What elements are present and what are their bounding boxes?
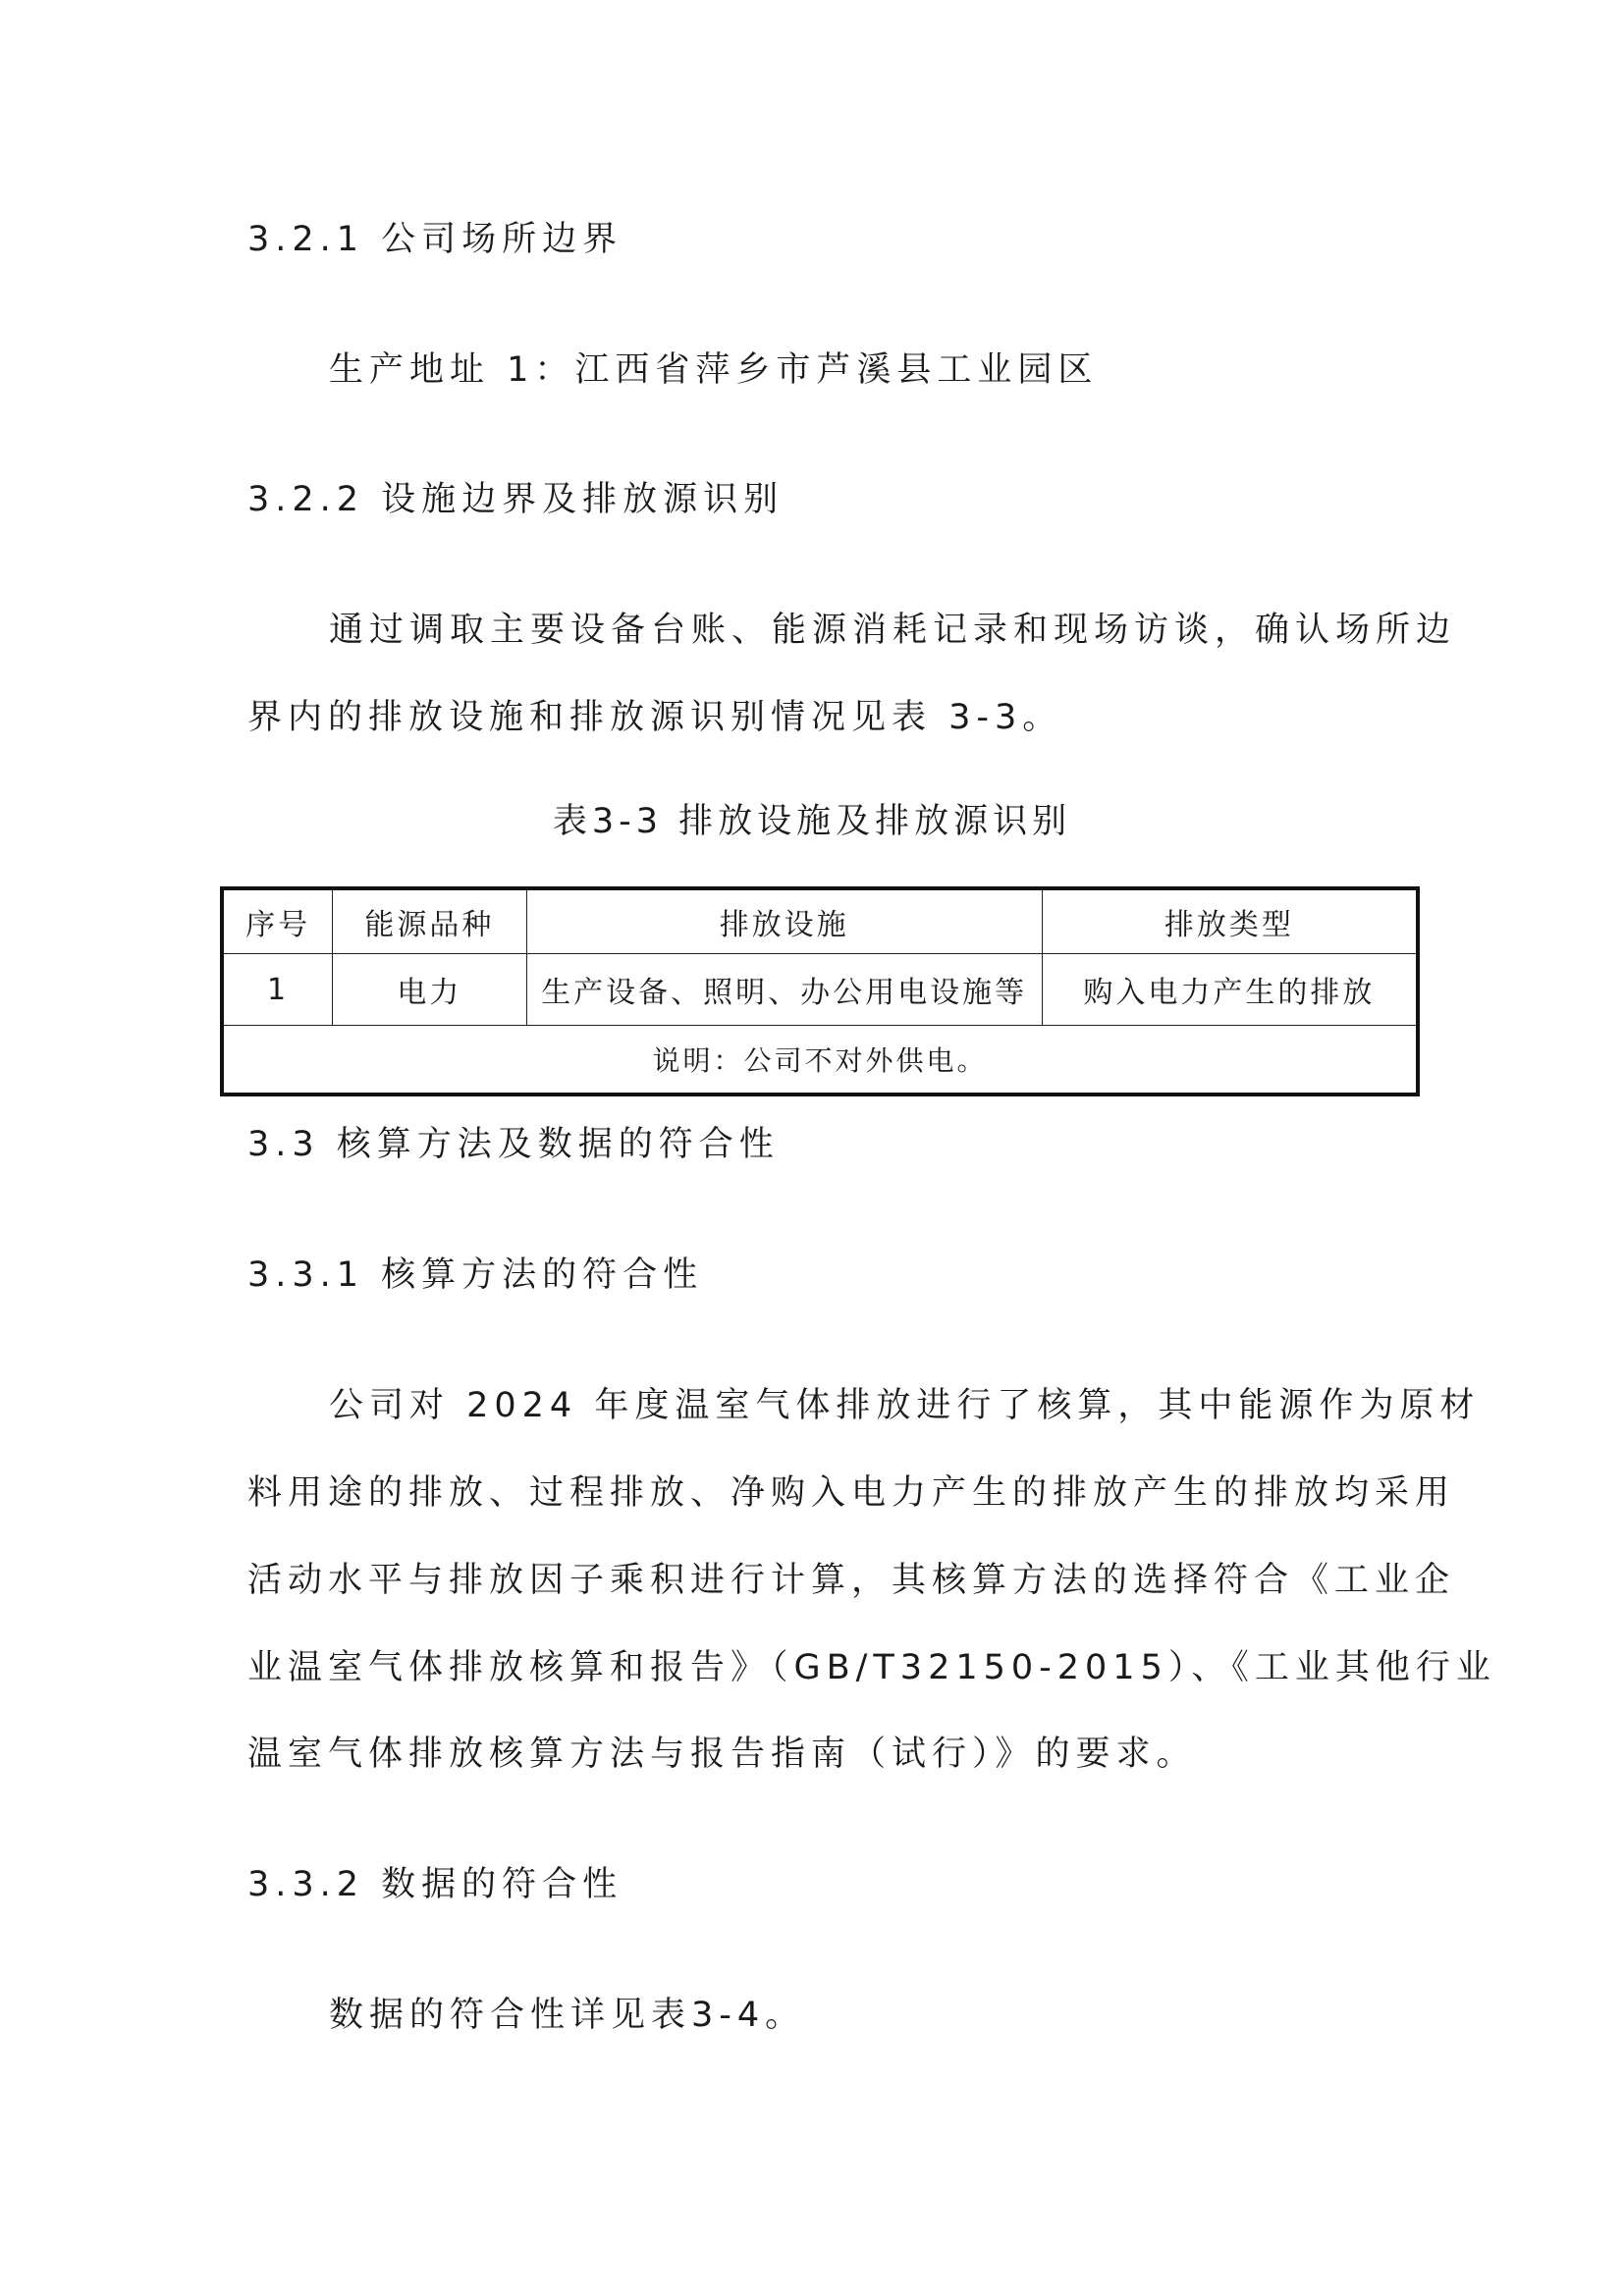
paragraph-line: 活动水平与排放因子乘积进行计算，其核算方法的选择符合《工业企: [247, 1561, 1456, 1600]
col-header-emission-type: 排放类型: [1042, 888, 1418, 954]
cell-no: 1: [222, 954, 333, 1026]
table-row: [222, 954, 1418, 1026]
table-caption: 表3-3 排放设施及排放源识别: [552, 802, 1072, 841]
production-address: 生产地址 1：江西省萍乡市芦溪县工业园区: [329, 350, 1099, 390]
table-header-row: [222, 888, 1418, 954]
heading-3-2-2: 3.2.2 设施边界及排放源识别: [247, 480, 785, 519]
cell-energy-type: 电力: [333, 954, 526, 1026]
col-header-facility: 排放设施: [526, 888, 1042, 954]
col-header-no: 序号: [222, 888, 333, 954]
heading-3-3-1: 3.3.1 核算方法的符合性: [247, 1255, 704, 1295]
heading-3-3-2: 3.3.2 数据的符合性: [247, 1865, 623, 1904]
emission-source-table: [220, 886, 1420, 1096]
paragraph-line: 业温室气体排放核算和报告》（GB/T32150-2015）、《工业其他行业: [247, 1648, 1496, 1687]
paragraph-line: 数据的符合性详见表3-4。: [329, 1996, 806, 2035]
paragraph-line: 料用途的排放、过程排放、净购入电力产生的排放产生的排放均采用: [247, 1473, 1456, 1513]
cell-emission-type: 购入电力产生的排放: [1042, 954, 1418, 1026]
paragraph-line: 界内的排放设施和排放源识别情况见表 3-3。: [247, 698, 1063, 737]
table-note-row: [222, 1026, 1418, 1095]
col-header-energy-type: 能源品种: [333, 888, 526, 954]
cell-facility: 生产设备、照明、办公用电设施等: [526, 954, 1042, 1026]
paragraph-line: 通过调取主要设备台账、能源消耗记录和现场访谈，确认场所边: [329, 611, 1457, 650]
table-note: 说明：公司不对外供电。: [222, 1026, 1418, 1095]
paragraph-line: 温室气体排放核算方法与报告指南（试行）》的要求。: [247, 1735, 1197, 1774]
heading-3-2-1: 3.2.1 公司场所边界: [247, 220, 623, 259]
heading-3-3: 3.3 核算方法及数据的符合性: [247, 1125, 780, 1164]
paragraph-line: 公司对 2024 年度温室气体排放进行了核算，其中能源作为原材: [329, 1386, 1481, 1425]
